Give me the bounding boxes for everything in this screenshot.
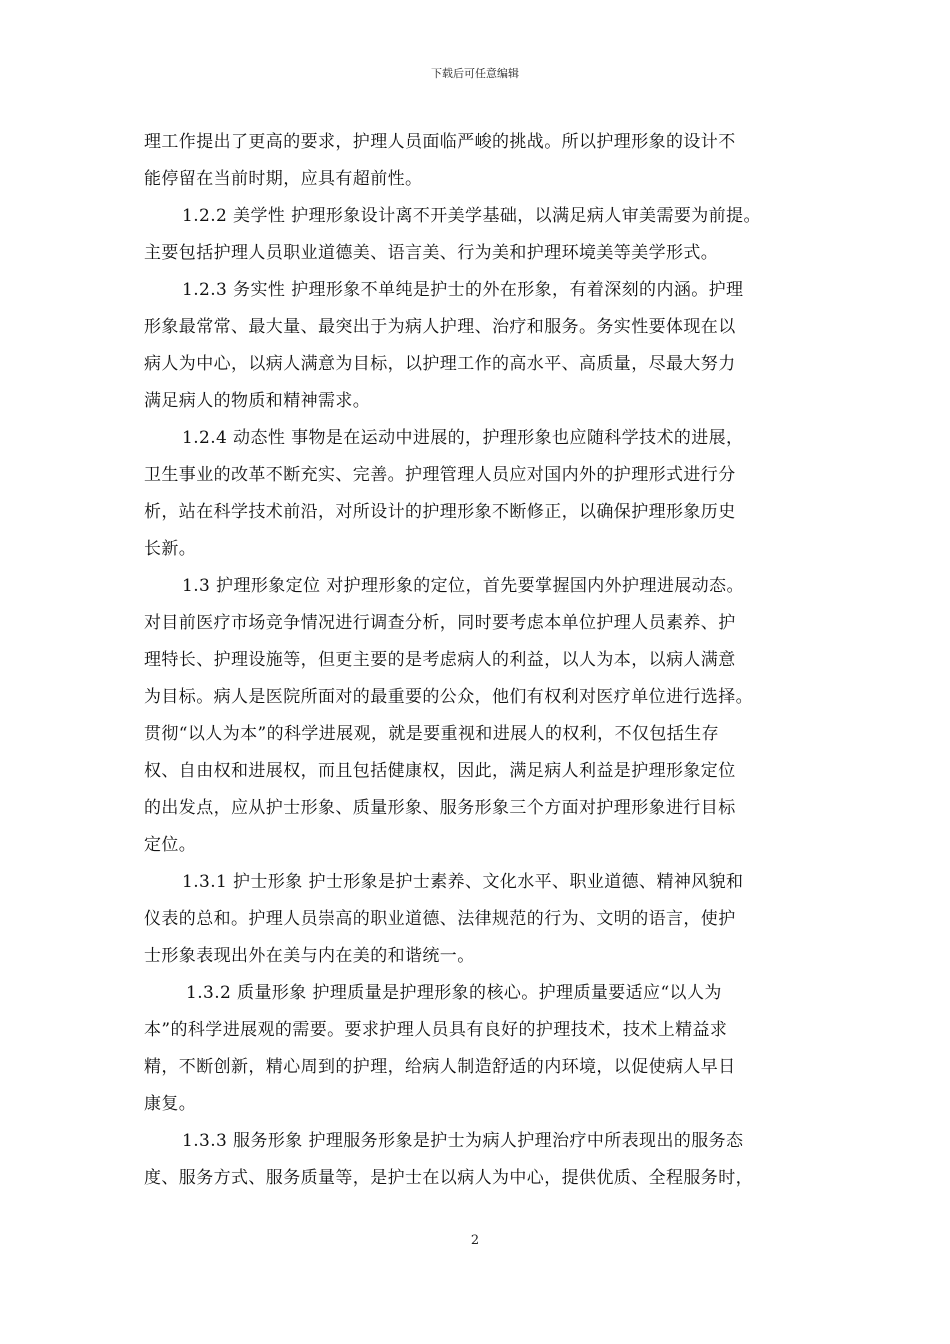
- text-line: 康复。: [144, 1094, 197, 1114]
- text-line: 仪表的总和。护理人员崇高的职业道德、法律规范的行为、文明的语言，使护: [144, 909, 736, 929]
- text-line: 理工作提出了更高的要求，护理人员面临严峻的挑战。所以护理形象的设计不: [144, 132, 736, 152]
- text-line: 的出发点，应从护士形象、质量形象、服务形象三个方面对护理形象进行目标: [144, 798, 736, 818]
- text-line: 析，站在科学技术前沿，对所设计的护理形象不断修正，以确保护理形象历史: [144, 502, 736, 522]
- text-line: 病人为中心，以病人满意为目标，以护理工作的高水平、高质量，尽最大努力: [144, 354, 736, 374]
- text-line: 1.3 护理形象定位 对护理形象的定位，首先要掌握国内外护理进展动态。: [182, 576, 744, 596]
- text-line: 度、服务方式、服务质量等，是护士在以病人为中心，提供优质、全程服务时，: [144, 1168, 753, 1188]
- page-number: 2: [470, 1233, 480, 1248]
- text-line: 1.3.1 护士形象 护士形象是护士素养、文化水平、职业道德、精神风貌和: [182, 872, 744, 892]
- text-line: 士形象表现出外在美与内在美的和谐统一。: [144, 946, 475, 966]
- text-line: 形象最常常、最大量、最突出于为病人护理、治疗和服务。务实性要体现在以: [144, 317, 736, 337]
- text-line: 1.2.4 动态性 事物是在运动中进展的，护理形象也应随科学技术的进展，: [182, 428, 744, 448]
- text-line: 1.3.2 质量形象 护理质量是护理形象的核心。护理质量要适应“以人为: [186, 983, 722, 1003]
- text-line: 本”的科学进展观的需要。要求护理人员具有良好的护理技术，技术上精益求: [144, 1020, 728, 1040]
- text-line: 贯彻“以人为本”的科学进展观，就是要重视和进展人的权利，不仅包括生存: [144, 724, 719, 744]
- text-line: 对目前医疗市场竞争情况进行调查分析，同时要考虑本单位护理人员素养、护: [144, 613, 736, 633]
- text-line: 主要包括护理人员职业道德美、语言美、行为美和护理环境美等美学形式。: [144, 243, 719, 263]
- text-line: 定位。: [144, 835, 197, 855]
- document-body: [144, 124, 810, 1197]
- text-line: 为目标。病人是医院所面对的最重要的公众，他们有权利对医疗单位进行选择。: [144, 687, 753, 707]
- page-header: 下载后可任意编辑: [431, 67, 519, 80]
- text-line: 1.3.3 服务形象 护理服务形象是护士为病人护理治疗中所表现出的服务态: [182, 1131, 744, 1151]
- text-line: 精，不断创新，精心周到的护理，给病人制造舒适的内环境，以促使病人早日: [144, 1057, 736, 1077]
- text-line: 长新。: [144, 539, 197, 559]
- text-line: 满足病人的物质和精神需求。: [144, 391, 371, 411]
- text-line: 1.2.2 美学性 护理形象设计离不开美学基础，以满足病人审美需要为前提。: [182, 206, 761, 226]
- text-line: 理特长、护理设施等，但更主要的是考虑病人的利益，以人为本，以病人满意: [144, 650, 736, 670]
- text-line: 1.2.3 务实性 护理形象不单纯是护士的外在形象，有着深刻的内涵。护理: [182, 280, 744, 300]
- text-line: 卫生事业的改革不断充实、完善。护理管理人员应对国内外的护理形式进行分: [144, 465, 736, 485]
- text-line: 能停留在当前时期，应具有超前性。: [144, 169, 423, 189]
- text-line: 权、自由权和进展权，而且包括健康权，因此，满足病人利益是护理形象定位: [144, 761, 736, 781]
